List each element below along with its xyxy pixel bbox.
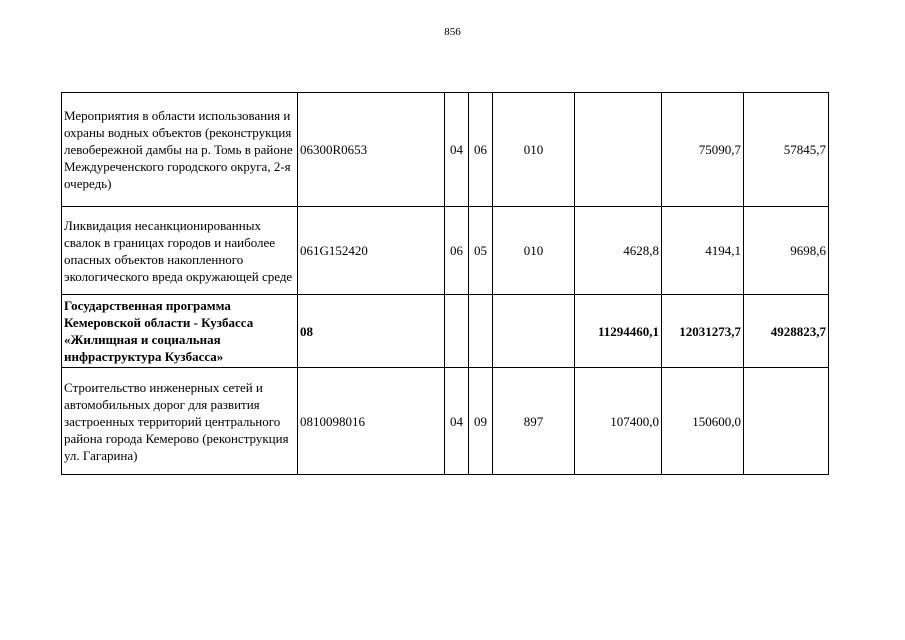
amount-2-cell: 12031273,7 xyxy=(662,295,744,368)
section-cell: 04 xyxy=(445,368,469,475)
amount-2-cell: 150600,0 xyxy=(662,368,744,475)
program-name-cell: Строительство инженерных сетей и автомобильных дорог для развития застроенных территорий центрального района города Кемерово (реконструкция ул. Гагарина) xyxy=(62,368,298,475)
expense-type-cell: 010 xyxy=(493,93,575,207)
target-code-cell: 06300R0653 xyxy=(298,93,445,207)
expense-type-cell: 897 xyxy=(493,368,575,475)
table-row xyxy=(62,93,829,207)
amount-1-cell: 4628,8 xyxy=(575,207,662,295)
subsection-cell: 06 xyxy=(469,93,493,207)
amount-2-cell: 4194,1 xyxy=(662,207,744,295)
amount-3-cell: 57845,7 xyxy=(744,93,829,207)
subsection-cell: 09 xyxy=(469,368,493,475)
amount-3-cell: 9698,6 xyxy=(744,207,829,295)
target-code-cell: 0810098016 xyxy=(298,368,445,475)
amount-3-cell: 4928823,7 xyxy=(744,295,829,368)
target-code-cell: 061G152420 xyxy=(298,207,445,295)
program-name-cell: Государственная программа Кемеровской области - Кузбасса «Жилищная и социальная инфраструктура Кузбасса» xyxy=(62,295,298,368)
subsection-cell xyxy=(469,295,493,368)
table-row xyxy=(62,207,829,295)
amount-1-cell xyxy=(575,93,662,207)
expense-type-cell: 010 xyxy=(493,207,575,295)
program-name-cell: Мероприятия в области использования и охраны водных объектов (реконструкция левобережной дамбы на р. Томь в районе Междуреченского городского округа, 2-я очередь) xyxy=(62,93,298,207)
table-row xyxy=(62,368,829,475)
section-cell: 06 xyxy=(445,207,469,295)
amount-1-cell: 107400,0 xyxy=(575,368,662,475)
section-cell xyxy=(445,295,469,368)
subsection-cell: 05 xyxy=(469,207,493,295)
amount-2-cell: 75090,7 xyxy=(662,93,744,207)
page-number: 856 xyxy=(444,26,461,38)
program-name-cell: Ликвидация несанкционированных свалок в границах городов и наиболее опасных объектов накопленного экологического вреда окружающей среде xyxy=(62,207,298,295)
expense-type-cell xyxy=(493,295,575,368)
section-cell: 04 xyxy=(445,93,469,207)
budget-table xyxy=(61,92,829,475)
amount-1-cell: 11294460,1 xyxy=(575,295,662,368)
table-row xyxy=(62,295,829,368)
amount-3-cell xyxy=(744,368,829,475)
target-code-cell: 08 xyxy=(298,295,445,368)
